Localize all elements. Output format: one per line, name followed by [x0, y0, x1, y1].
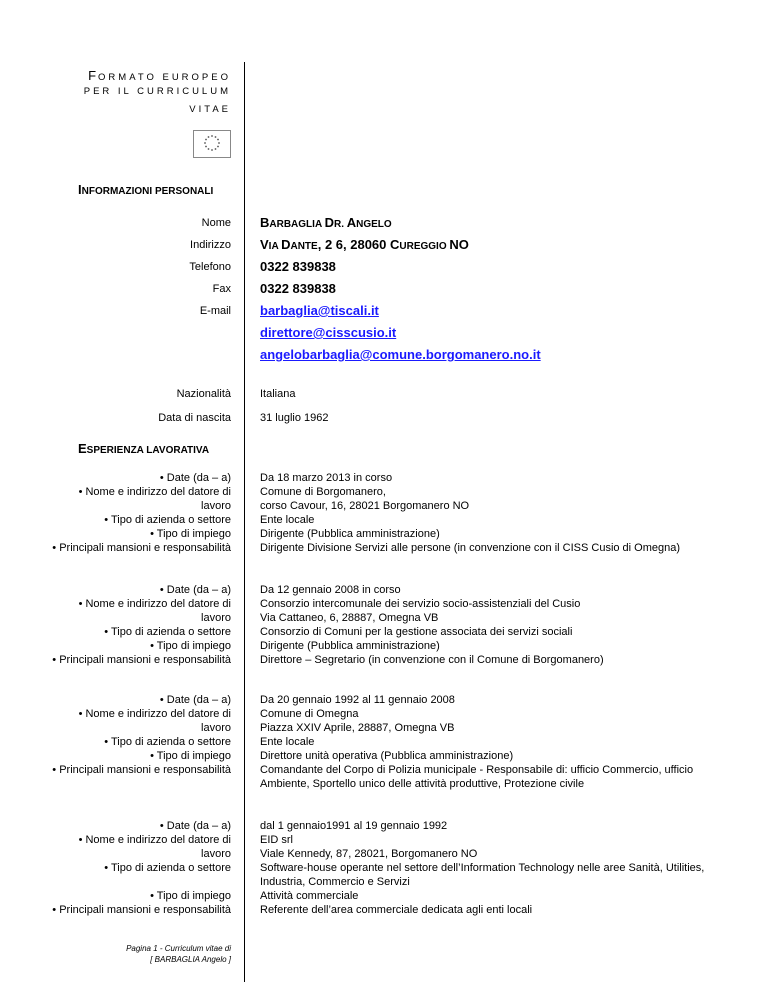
experience-entry-1: Da 18 marzo 2013 in corso Comune di Borgomanero, corso Cavour, 16, 28021 Borgomanero NO Ente locale Dirigente (Pubblica amministrazione) Dirigente Divisione Servizi alle persone (in convenzione con il CISS Cusio di Omegna): [260, 472, 681, 554]
email-link-2[interactable]: direttore@cisscusio.it: [260, 325, 397, 340]
experience-labels-3: • Date (da – a) • Nome e indirizzo del datore di lavoro • Tipo di azienda o settore • Tipo di impiego • Principali mansioni e responsabilità: [52, 694, 231, 776]
value-phone: 0322 839838: [260, 259, 336, 274]
experience-entry-2: Da 12 gennaio 2008 in corso Consorzio intercomunale dei servizio socio-assistenziali del Cusio Via Cattaneo, 6, 28887, Omegna VB Consorzio di Comuni per la gestione associata dei servizi sociali Dirigente (Pubblica amministrazione) Direttore – Segretario (in convenzione con il Comune di Borgomanero): [260, 584, 604, 666]
label-name: Nome: [201, 217, 231, 229]
label-nationality: Nazionalità: [176, 388, 231, 400]
value-birth-date: 31 luglio 1962: [260, 412, 329, 424]
value-address: VIA DANTE, 2 6, 28060 CUREGGIO NO: [260, 237, 469, 252]
page-footer: Pagina 1 - Curriculum vitae di [ BARBAGLIA Angelo ]: [126, 944, 231, 964]
label-email: E-mail: [199, 305, 231, 317]
value-nationality: Italiana: [260, 388, 296, 400]
eu-flag-icon: [193, 130, 231, 158]
value-fax: 0322 839838: [260, 281, 336, 296]
experience-labels-1: • Date (da – a) • Nome e indirizzo del datore di lavoro • Tipo di azienda o settore • Tipo di impiego • Principali mansioni e responsabilità: [52, 472, 231, 554]
label-address: Indirizzo: [190, 239, 231, 251]
section-title-personal: INFORMAZIONI PERSONALI: [78, 182, 214, 197]
email-link-1[interactable]: barbaglia@tiscali.it: [260, 303, 379, 318]
label-fax: Fax: [212, 283, 231, 295]
experience-labels-2: • Date (da – a) • Nome e indirizzo del datore di lavoro • Tipo di azienda o settore • Tipo di impiego • Principali mansioni e responsabilità: [52, 584, 231, 666]
column-divider: [244, 62, 245, 982]
experience-labels-4: • Date (da – a) • Nome e indirizzo del datore di lavoro • Tipo di azienda o settore • Tipo di impiego • Principali mansioni e responsabilità: [52, 820, 231, 916]
cv-title-line-3: VITAE: [189, 104, 231, 115]
cv-title-line-1: FORMATO EUROPEO: [88, 68, 231, 83]
email-link-3[interactable]: angelobarbaglia@comune.borgomanero.no.it: [260, 347, 541, 362]
experience-entry-3: Da 20 gennaio 1992 al 11 gennaio 2008 Comune di Omegna Piazza XXIV Aprile, 28887, Omegna VB Ente locale Direttore unità operativa (Pubblica amministrazione) Comandante del Corpo di Polizia municipale - Responsabile di: ufficio Commercio, ufficio Ambiente, Sportello unico delle attività produttive, Protezione civile: [260, 694, 694, 790]
label-birth-date: Data di nascita: [158, 412, 231, 424]
section-title-experience: ESPERIENZA LAVORATIVA: [78, 441, 210, 456]
cv-title-line-2: PER IL CURRICULUM: [83, 86, 231, 97]
value-name: BARBAGLIA DR. ANGELO: [260, 215, 392, 230]
label-phone: Telefono: [189, 261, 231, 273]
experience-entry-4: dal 1 gennaio1991 al 19 gennaio 1992 EID srl Viale Kennedy, 87, 28021, Borgomanero NO Software-house operante nel settore dell’Information Technology nelle aree Sanità, Utilities, Industria, Commercio e Servizi Attività commerciale Referente dell’area commerciale dedicata agli enti locali: [260, 820, 705, 916]
